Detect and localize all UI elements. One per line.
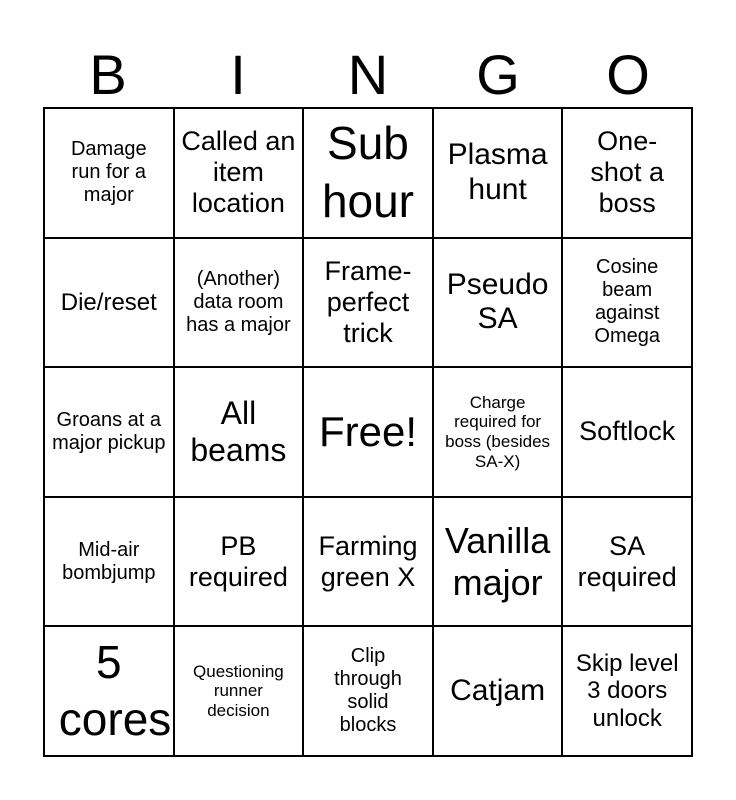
bingo-cell[interactable]: Groans at a major pickup — [45, 368, 175, 498]
bingo-cell[interactable]: Plasma hunt — [434, 109, 564, 239]
bingo-cell[interactable]: Called an item location — [175, 109, 305, 239]
header-letter-b: B — [89, 43, 127, 106]
bingo-cell[interactable]: Skip level 3 doors unlock — [563, 627, 693, 757]
bingo-cell[interactable]: Damage run for a major — [45, 109, 175, 239]
bingo-cell[interactable]: Catjam — [434, 627, 564, 757]
bingo-cell[interactable]: SA required — [563, 498, 693, 628]
bingo-cell[interactable]: Clip through solid blocks — [304, 627, 434, 757]
header-letter-o: O — [606, 43, 650, 106]
bingo-cell[interactable]: Questioning runner decision — [175, 627, 305, 757]
bingo-cell[interactable]: Softlock — [563, 368, 693, 498]
bingo-cell[interactable]: Free! — [304, 368, 434, 498]
bingo-cell[interactable]: PB required — [175, 498, 305, 628]
bingo-cell[interactable]: Die/reset — [45, 239, 175, 369]
bingo-cell[interactable]: Farming green X — [304, 498, 434, 628]
header-letter-n: N — [347, 43, 389, 106]
bingo-header — [43, 42, 693, 108]
bingo-cell[interactable]: One-shot a boss — [563, 109, 693, 239]
bingo-cell[interactable]: Pseudo SA — [434, 239, 564, 369]
bingo-cell[interactable]: Sub hour — [304, 109, 434, 239]
bingo-cell[interactable]: 5 cores — [45, 627, 175, 757]
bingo-cell[interactable]: All beams — [175, 368, 305, 498]
header-letter-i: I — [230, 43, 246, 106]
bingo-cell[interactable]: Mid-air bombjump — [45, 498, 175, 628]
bingo-card — [43, 107, 693, 757]
bingo-cell[interactable]: Frame-perfect trick — [304, 239, 434, 369]
bingo-cell[interactable]: Cosine beam against Omega — [563, 239, 693, 369]
header-letter-g: G — [476, 43, 520, 106]
bingo-cell[interactable]: Charge required for boss (besides SA-X) — [434, 368, 564, 498]
bingo-cell[interactable]: (Another) data room has a major — [175, 239, 305, 369]
bingo-cell[interactable]: Vanilla major — [434, 498, 564, 628]
